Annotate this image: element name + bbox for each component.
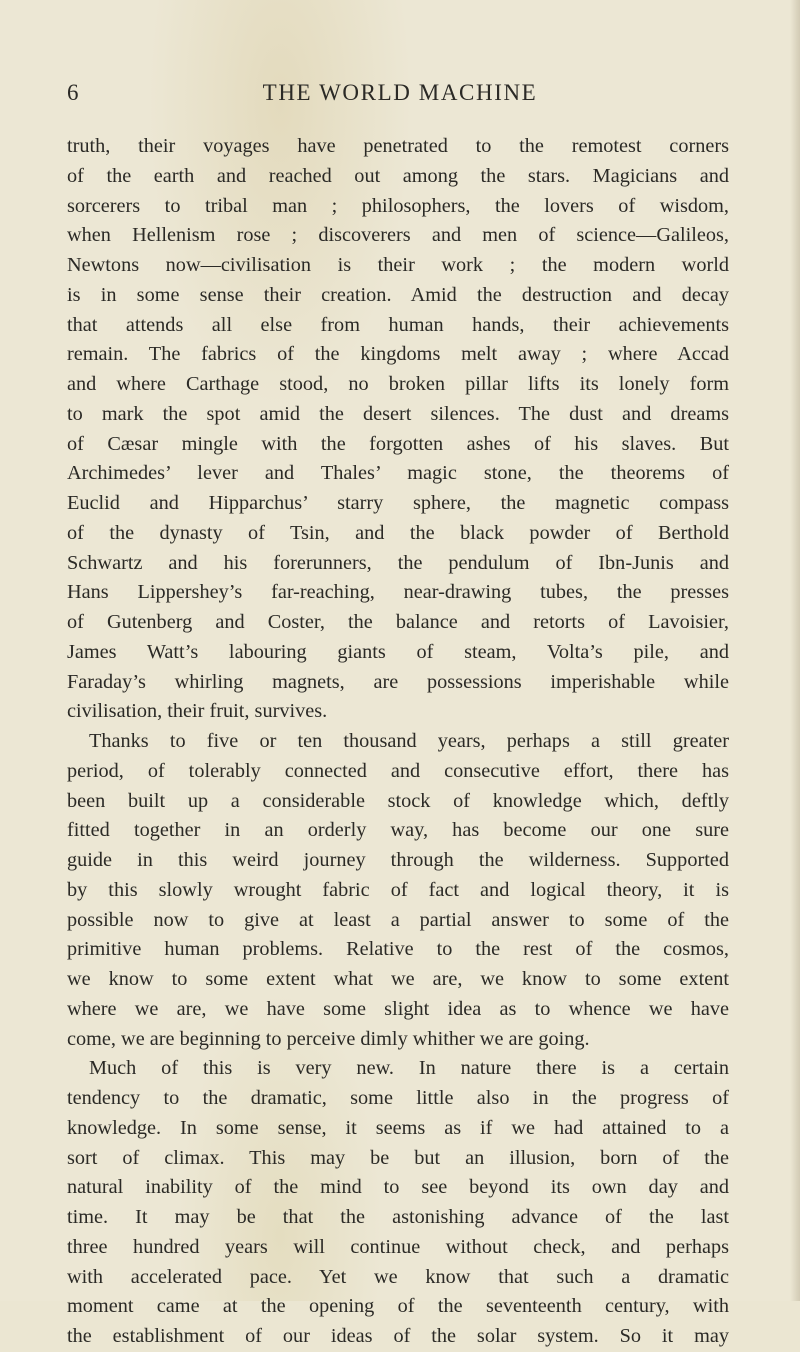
text-line: Much of this is very new. In nature there is a certain [89,1057,729,1080]
text-line: knowledge. In some sense, it seems as if we had attained to a [67,1116,729,1139]
text-line: when Hellenism rose ; discoverers and men of science—Galileos, [67,224,729,247]
text-line: guide in this weird journey through the wilderness. Supported [67,849,729,871]
text-line: the establishment of our ideas of the solar system. So it may [67,1325,729,1347]
text-line: time. It may be that the astonishing advance of the last [67,1206,729,1228]
text-line: been built up a considerable stock of knowledge which, deftly [67,789,729,812]
text-line: civilisation, their fruit, survives. [67,700,328,723]
text-line: moment came at the opening of the seventeenth century, with [67,1295,729,1318]
text-line: we know to some extent what we are, we know to some extent [67,968,729,990]
text-line: Archimedes’ lever and Thales’ magic stone, the theorems of [67,462,729,485]
text-line: Hans Lippershey’s far-reaching, near-drawing tubes, the presses [67,581,729,604]
text-line: truth, their voyages have penetrated to the remotest corners [67,135,729,157]
text-line: and where Carthage stood, no broken pillar lifts its lonely form [67,373,729,395]
text-line: sort of climax. This may be but an illusion, born of the [67,1146,729,1169]
text-line: sorcerers to tribal man ; philosophers, the lovers of wisdom, [67,194,729,217]
running-header [0,80,800,110]
text-line: remain. The fabrics of the kingdoms melt away ; where Accad [67,343,729,366]
text-line: come, we are beginning to perceive dimly whither we are going. [67,1027,590,1050]
text-line: that attends all else from human hands, their achievements [67,313,729,336]
text-line: by this slowly wrought fabric of fact and logical theory, it is [67,878,729,901]
page-edge-shadow [790,0,800,1301]
text-line: is in some sense their creation. Amid the destruction and decay [67,283,729,306]
text-line: primitive human problems. Relative to the rest of the cosmos, [67,938,729,961]
text-line: fitted together in an orderly way, has become our one sure [67,819,729,842]
text-line: of Gutenberg and Coster, the balance and retorts of Lavoisier, [67,611,729,633]
text-line: where we are, we have some slight idea as to whence we have [67,997,729,1020]
text-line: three hundred years will continue without check, and perhaps [67,1235,729,1258]
text-line: to mark the spot amid the desert silences. The dust and dreams [67,402,729,425]
text-line: Newtons now—civilisation is their work ; the modern world [67,254,729,276]
text-line: with accelerated pace. Yet we know that such a dramatic [67,1265,729,1288]
body-text [67,132,729,1352]
text-line: tendency to the dramatic, some little also in the progress of [67,1087,729,1109]
text-line: of Cæsar mingle with the forgotten ashes of his slaves. But [67,432,729,455]
text-line: James Watt’s labouring giants of steam, Volta’s pile, and [67,640,729,663]
text-line: Faraday’s whirling magnets, are possessions imperishable while [67,670,729,693]
text-line: Euclid and Hipparchus’ starry sphere, the magnetic compass [67,492,729,514]
text-line: natural inability of the mind to see beyond its own day and [67,1176,729,1199]
text-line: Thanks to five or ten thousand years, perhaps a still greater [89,730,729,752]
text-line: possible now to give at least a partial answer to some of the [67,908,729,931]
running-title: THE WORLD MACHINE [262,80,538,105]
text-line: of the earth and reached out among the stars. Magicians and [67,164,729,187]
page-number: 6 [67,80,79,105]
text-line: period, of tolerably connected and consecutive effort, there has [67,759,729,782]
text-line: Schwartz and his forerunners, the pendulum of Ibn-Junis and [67,551,729,574]
text-line: of the dynasty of Tsin, and the black powder of Berthold [67,521,729,544]
